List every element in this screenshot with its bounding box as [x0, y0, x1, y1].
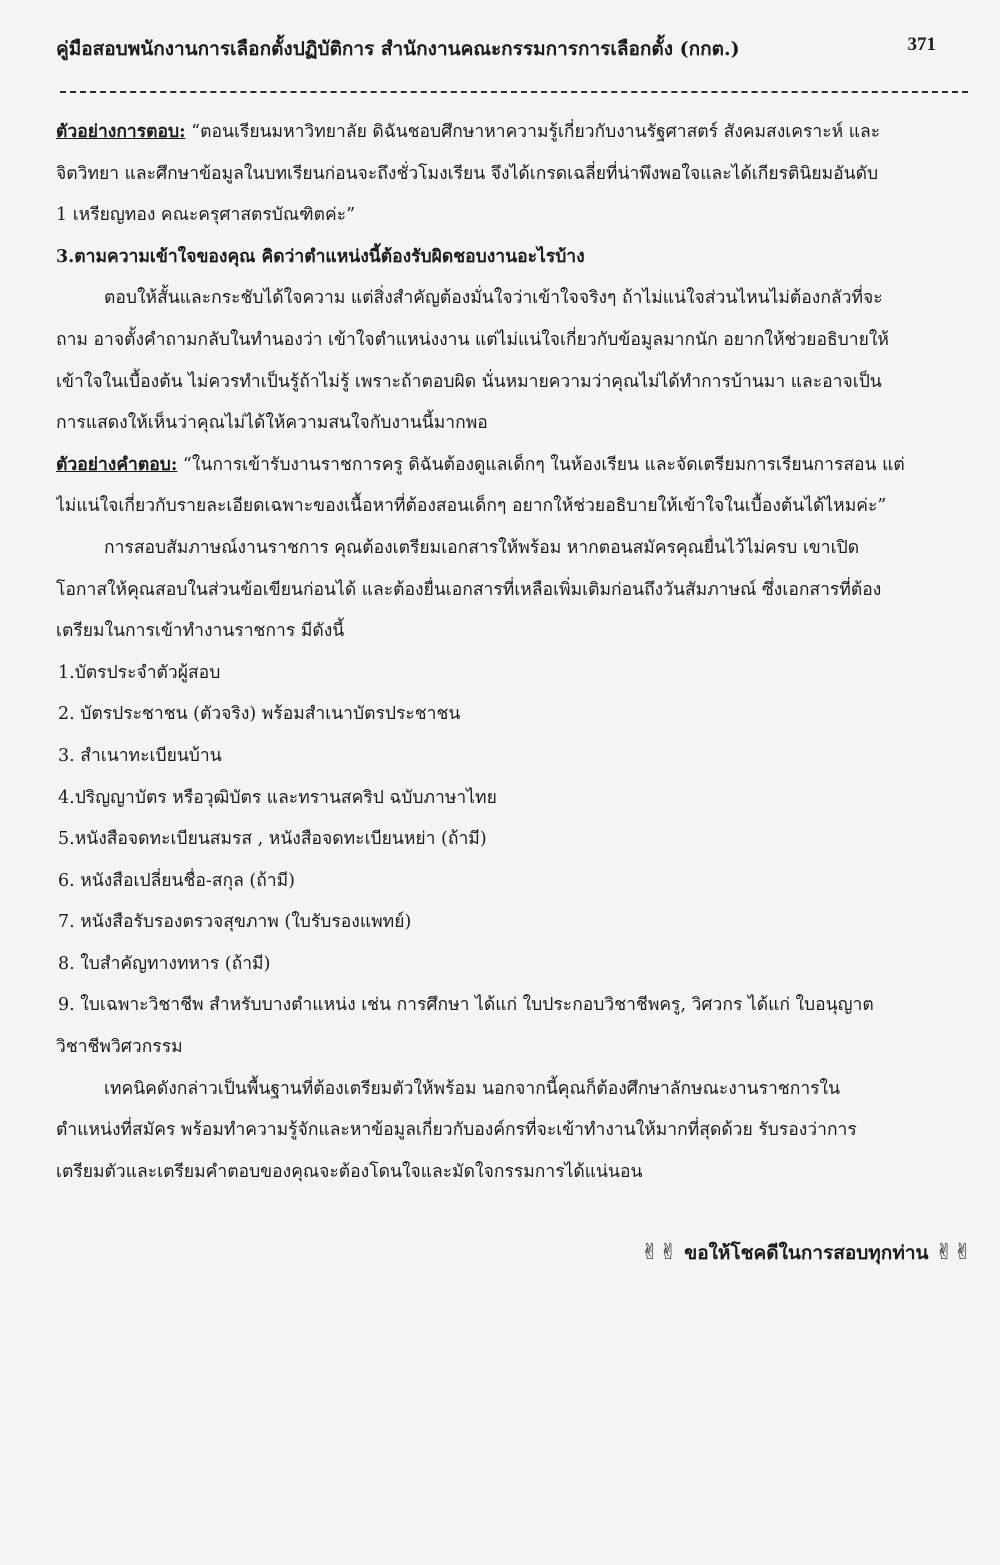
paragraph-line: การแสดงให้เห็นว่าคุณไม่ได้ให้ความสนใจกับงานนี้มากพอ — [56, 413, 488, 434]
list-item: 4.ปริญญาบัตร หรือวุฒิบัตร และทรานสคริป ฉบับภาษาไทย — [58, 787, 497, 808]
page-number: 371 — [907, 34, 936, 55]
paragraph-line: เตรียมตัวและเตรียมคำตอบของคุณจะต้องโดนใจและมัดใจกรรมการได้แน่นอน — [56, 1161, 643, 1182]
example-answer-line — [56, 445, 972, 487]
paragraph-line: ถาม อาจตั้งคำถามกลับในทำนองว่า เข้าใจตำแหน่งงาน แต่ไม่แน่ใจเกี่ยวกับข้อมูลมากนัก อยากให้ช่วยอธิบายให้ — [56, 329, 889, 350]
page-body — [56, 112, 972, 1193]
example-answer-line: 1 เหรียญทอง คณะครุศาสตรบัณฑิตค่ะ” — [56, 205, 356, 226]
list-item: 5.หนังสือจดทะเบียนสมรส , หนังสือจดทะเบียนหย่า (ถ้ามี) — [58, 829, 487, 850]
victory-hand-icon: ✌✌ — [640, 1240, 678, 1265]
example-answer-text: “ตอนเรียนมหาวิทยาลัย ดิฉันชอบศึกษาหาความรู้เกี่ยวกับงานรัฐศาสตร์ สังคมสงเคราะห์ และ — [185, 122, 881, 142]
list-item: 9. ใบเฉพาะวิชาชีพ สำหรับบางตำแหน่ง เช่น การศึกษา ได้แก่ ใบประกอบวิชาชีพครู, วิศวกร ได้แก่ ใบอนุญาต — [58, 995, 874, 1016]
list-item: 8. ใบสำคัญทางทหาร (ถ้ามี) — [58, 953, 271, 974]
header-title: คู่มือสอบพนักงานการเลือกตั้งปฏิบัติการ สำนักงานคณะกรรมการการเลือกตั้ง (กกต.) — [56, 38, 740, 60]
closing-text: ขอให้โชคดีในการสอบทุกท่าน — [677, 1242, 936, 1264]
closing-line — [641, 1238, 972, 1268]
documents-intro — [56, 528, 972, 653]
example-answer-section — [56, 445, 972, 528]
example-answer-section — [56, 112, 972, 237]
list-item: 6. หนังสือเปลี่ยนชื่อ-สกุล (ถ้ามี) — [58, 870, 296, 891]
example-answer-line — [56, 112, 972, 154]
paragraph-line: ตำแหน่งที่สมัคร พร้อมทำความรู้จักและหาข้อมูลเกี่ยวกับองค์กรที่จะเข้าทำงานให้มากที่สุดด้วย รับรองว่าการ — [56, 1120, 857, 1141]
question-section — [56, 237, 972, 445]
example-answer-line: ไม่แน่ใจเกี่ยวกับรายละเอียดเฉพาะของเนื้อหาที่ต้องสอนเด็กๆ อยากให้ช่วยอธิบายให้เข้าใจในเบื้องต้นได้ไหมค่ะ” — [56, 496, 887, 517]
paragraph-line: เข้าใจในเบื้องต้น ไม่ควรทำเป็นรู้ถ้าไม่รู้ เพราะถ้าตอบผิด นั่นหมายความว่าคุณไม่ได้ทำการบ้านมา และอาจเป็น — [56, 371, 882, 392]
example-answer-label: ตัวอย่างการตอบ: — [56, 122, 186, 142]
paragraph-line: เตรียมในการเข้าทำงานราชการ มีดังนี้ — [56, 621, 345, 642]
list-item: 7. หนังสือรับรองตรวจสุขภาพ (ใบรับรองแพทย์) — [58, 912, 412, 933]
victory-hand-icon: ✌✌ — [935, 1240, 972, 1265]
list-item: 2. บัตรประชาชน (ตัวจริง) พร้อมสำเนาบัตรประชาชน — [58, 704, 461, 725]
paragraph-line: โอกาสให้คุณสอบในส่วนข้อเขียนก่อนได้ และต้องยื่นเอกสารที่เหลือเพิ่มเติมก่อนถึงวันสัมภาษณ์ ซึ่งเอกสารที่ต้อง — [56, 579, 882, 600]
paragraph-line: การสอบสัมภาษณ์งานราชการ คุณต้องเตรียมเอกสารให้พร้อม หากตอนสมัครคุณยื่นไว้ไม่ครบ เขาเปิด — [104, 537, 860, 558]
conclusion-paragraph — [56, 1069, 972, 1194]
header-divider — [60, 91, 968, 93]
list-item: 1.บัตรประจำตัวผู้สอบ — [58, 662, 221, 683]
question-heading: 3.ตามความเข้าใจของคุณ คิดว่าตำแหน่งนี้ต้องรับผิดชอบงานอะไรบ้าง — [56, 246, 585, 267]
paragraph-line: ตอบให้สั้นและกระชับได้ใจความ แต่สิ่งสำคัญต้องมั่นใจว่าเข้าใจจริงๆ ถ้าไม่แน่ใจส่วนไหนไม่ต้องกลัวที่จะ — [104, 288, 883, 309]
example-answer-line: จิตวิทยา และศึกษาข้อมูลในบทเรียนก่อนจะถึงชั่วโมงเรียน จึงได้เกรดเฉลี่ยที่น่าพึงพอใจและได้เกียรตินิยมอันดับ — [56, 163, 879, 184]
page-header — [56, 34, 936, 68]
list-item-continuation: วิชาชีพวิศวกรรม — [56, 1037, 183, 1058]
example-answer-text: “ในการเข้ารับงานราชการครู ดิฉันต้องดูแลเด็กๆ ในห้องเรียน และจัดเตรียมการเรียนการสอน แต่ — [177, 454, 905, 475]
paragraph-line: เทคนิคดังกล่าวเป็นพื้นฐานที่ต้องเตรียมตัวให้พร้อม นอกจากนี้คุณก็ต้องศึกษาลักษณะงานราชการใน — [104, 1078, 841, 1099]
list-item: 3. สำเนาทะเบียนบ้าน — [58, 745, 222, 766]
documents-list — [56, 653, 972, 1069]
example-answer-label: ตัวอย่างคำตอบ: — [56, 454, 178, 475]
